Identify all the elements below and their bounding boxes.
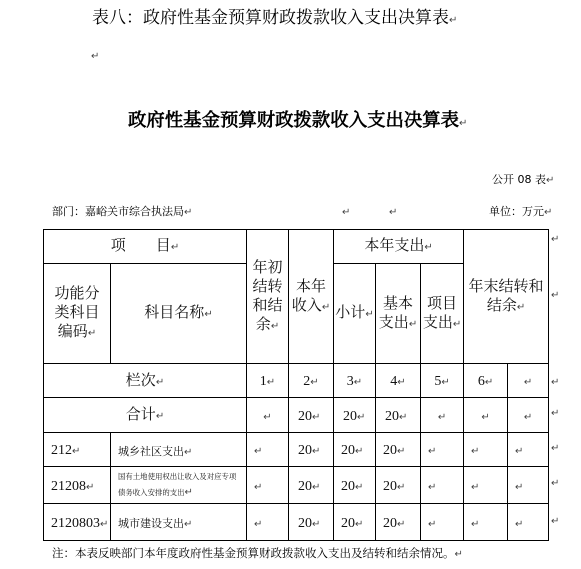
column-number: 4 ↵ [390, 374, 405, 389]
row-end-mark [551, 443, 559, 455]
row-income: 20 ↵ [298, 516, 320, 531]
total-expense-subtotal-cell [334, 398, 376, 433]
table-footnote: 注：本表反映部门本年度政府性基金预算财政拨款收入支出及结转和结余情况。 ↵ [52, 546, 463, 562]
row-basic-expense-cell [376, 433, 421, 467]
total-income: 20 ↵ [298, 409, 320, 424]
row-closing-balance [471, 479, 479, 494]
row-closing-balance [471, 443, 479, 458]
row-code-cell [44, 467, 111, 504]
total-closing-balance-cell [464, 398, 508, 433]
row-closing-balance-cell [464, 433, 508, 467]
row-end-mark [551, 408, 559, 420]
header-basic-expense: 基本支出 ↵ [378, 294, 418, 334]
header-row-1 [44, 230, 549, 264]
row-opening-balance-cell [247, 504, 289, 541]
header-closing-balance: 年末结转和结余 ↵ [464, 277, 548, 317]
row-basic-expense-cell [376, 467, 421, 504]
row-income-cell [289, 467, 334, 504]
row-project-expense [428, 516, 436, 531]
row-name: 城乡社区支出 ↵ [118, 445, 192, 458]
row-basic-expense: 20 ↵ [383, 516, 405, 531]
row-name-cell [111, 467, 247, 504]
header-closing-balance-cell [464, 230, 549, 364]
header-code-cell [44, 264, 111, 364]
header-basic-expense-cell [376, 264, 421, 364]
row-closing-balance-extra [515, 443, 523, 458]
row-income-cell [289, 433, 334, 467]
header-current-income: 本年收入 ↵ [291, 277, 331, 317]
column-number-cell [508, 364, 549, 398]
column-number-label: 栏次 ↵ [126, 371, 164, 389]
header-subtotal-cell [334, 264, 376, 364]
total-closing-balance [481, 409, 489, 424]
header-subject-name: 科目名称 ↵ [111, 303, 246, 324]
table-heading: 表八：政府性基金预算财政拨款收入支出决算表 ↵ [92, 8, 457, 31]
column-number-cell [334, 364, 376, 398]
row-basic-expense: 20 ↵ [383, 443, 405, 458]
row-opening-balance [254, 479, 262, 494]
total-closing-balance-extra [524, 409, 532, 424]
form-code: 公开 08 表 ↵ [492, 173, 554, 188]
total-closing-balance-extra-cell [508, 398, 549, 433]
row-income: 20 ↵ [298, 479, 320, 494]
total-expense-subtotal: 20 ↵ [343, 409, 365, 424]
row-project-expense-cell [421, 433, 464, 467]
row-closing-balance-cell [464, 467, 508, 504]
column-number: 6 ↵ [478, 374, 493, 389]
column-number-cell [464, 364, 508, 398]
header-item: 项 目 ↵ [44, 236, 246, 257]
row-expense-subtotal: 20 ↵ [341, 443, 363, 458]
row-basic-expense-cell [376, 504, 421, 541]
total-label-cell [44, 398, 247, 433]
total-project-expense-cell [421, 398, 464, 433]
paragraph-mark [389, 206, 397, 220]
table-row [44, 467, 549, 504]
total-basic-expense: 20 ↵ [385, 409, 407, 424]
column-number-cell [247, 364, 289, 398]
column-number: 3 ↵ [347, 374, 362, 389]
column-number: 1 ↵ [260, 374, 275, 389]
total-project-expense [438, 409, 446, 424]
column-number: 5 ↵ [434, 374, 449, 389]
total-basic-expense-cell [376, 398, 421, 433]
row-closing-balance [471, 516, 479, 531]
row-end-mark [551, 377, 559, 389]
row-code: 21208 ↵ [51, 479, 94, 494]
header-item-cell [44, 230, 247, 264]
row-project-expense-cell [421, 467, 464, 504]
table-title: 政府性基金预算财政拨款收入支出决算表 ↵ [128, 110, 467, 135]
column-number-cell [289, 364, 334, 398]
total-opening-balance [263, 409, 271, 424]
row-code-cell [44, 504, 111, 541]
row-closing-balance-extra [515, 479, 523, 494]
header-opening-balance: 年初结转和结余 ↵ [248, 258, 288, 336]
row-opening-balance [254, 443, 262, 458]
row-expense-subtotal: 20 ↵ [341, 516, 363, 531]
table-row [44, 433, 549, 467]
total-opening-balance-cell [247, 398, 289, 433]
row-income-cell [289, 504, 334, 541]
column-number [524, 374, 532, 389]
total-label: 合计 ↵ [126, 405, 164, 423]
row-income: 20 ↵ [298, 443, 320, 458]
column-number-cell [376, 364, 421, 398]
row-basic-expense: 20 ↵ [383, 479, 405, 494]
header-project-expense: 项目支出 ↵ [422, 294, 462, 334]
total-row [44, 398, 549, 433]
table-row [44, 504, 549, 541]
header-code: 功能分类科目编码 ↵ [50, 284, 105, 343]
column-number-label-cell [44, 364, 247, 398]
header-current-expense-cell [334, 230, 464, 264]
row-code: 2120803 ↵ [51, 516, 108, 531]
row-closing-balance-extra-cell [508, 504, 549, 541]
department-label: 部门：嘉峪关市综合执法局 ↵ [52, 205, 192, 220]
row-opening-balance [254, 516, 262, 531]
row-name-cell [111, 504, 247, 541]
row-end-mark [551, 290, 559, 302]
row-end-mark [551, 516, 559, 528]
header-project-expense-cell [421, 264, 464, 364]
row-project-expense-cell [421, 504, 464, 541]
row-expense-subtotal-cell [334, 504, 376, 541]
row-closing-balance-cell [464, 504, 508, 541]
row-expense-subtotal: 20 ↵ [341, 479, 363, 494]
row-project-expense [428, 479, 436, 494]
paragraph-mark [342, 206, 350, 220]
row-end-mark [551, 234, 559, 246]
row-name-cell [111, 433, 247, 467]
row-opening-balance-cell [247, 467, 289, 504]
row-project-expense [428, 443, 436, 458]
total-income-cell [289, 398, 334, 433]
column-number: 2 ↵ [303, 374, 318, 389]
row-opening-balance-cell [247, 433, 289, 467]
budget-table [43, 229, 549, 541]
row-closing-balance-extra-cell [508, 433, 549, 467]
row-closing-balance-extra-cell [508, 467, 549, 504]
paragraph-mark [91, 50, 99, 64]
row-code: 212 ↵ [51, 443, 80, 458]
header-subject-name-cell [111, 264, 247, 364]
row-code-cell [44, 433, 111, 467]
unit-label: 单位：万元 ↵ [489, 205, 552, 220]
row-name: 国有土地使用权出让收入及对应专项债务收入安排的支出 ↵ [118, 469, 238, 501]
header-current-expense: 本年支出 ↵ [334, 236, 463, 257]
header-opening-balance-cell [247, 230, 289, 364]
header-subtotal: 小计 ↵ [334, 303, 375, 324]
column-number-cell [421, 364, 464, 398]
column-number-row [44, 364, 549, 398]
row-end-mark [551, 478, 559, 490]
row-expense-subtotal-cell [334, 433, 376, 467]
row-name: 城市建设支出 ↵ [118, 517, 192, 530]
row-expense-subtotal-cell [334, 467, 376, 504]
row-closing-balance-extra [515, 516, 523, 531]
header-current-income-cell [289, 230, 334, 364]
